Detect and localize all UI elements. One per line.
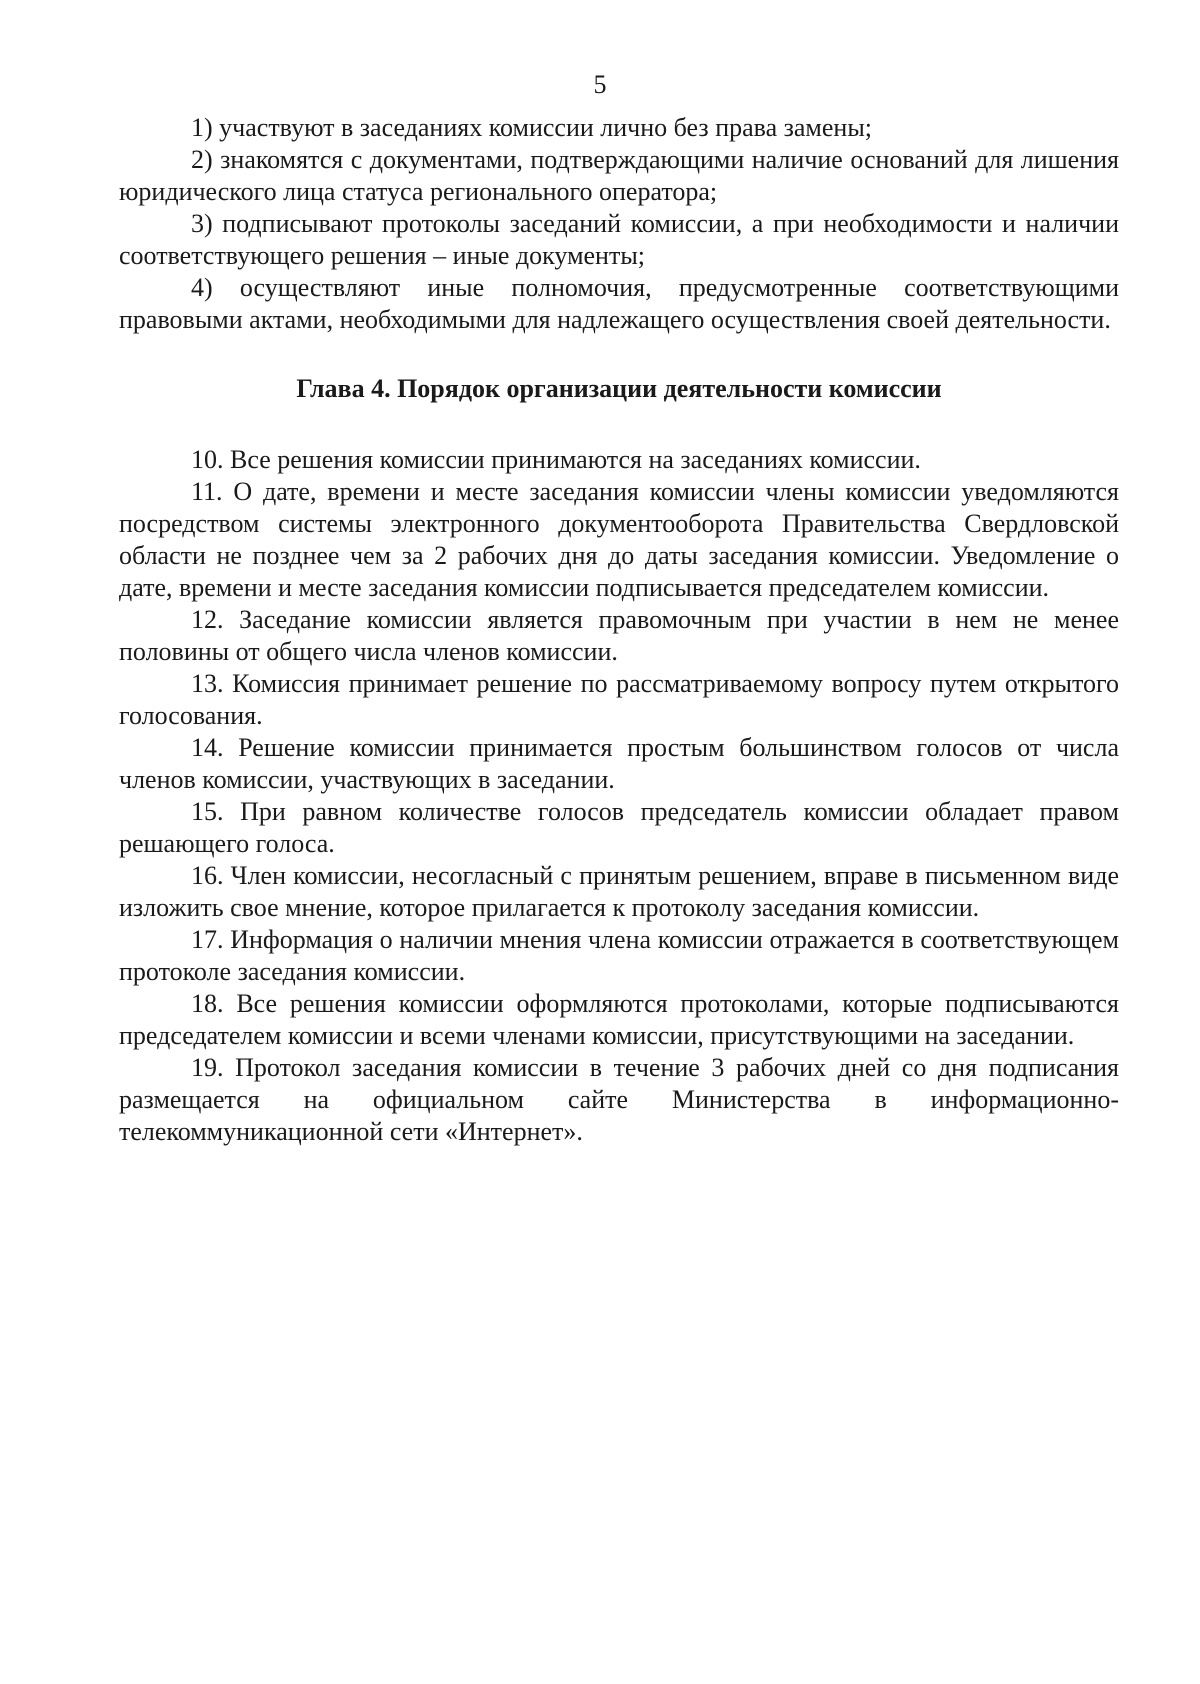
page-number: 5 — [593, 70, 607, 99]
list-item-3: 3) подписывают протоколы заседаний комиссии, а при необходимости и наличии соответствующего решения – иные документы; — [119, 209, 1119, 270]
list-item-4: 4) осуществляют иные полномочия, предусмотренные соответствующими правовыми актами, необходимыми для надлежащего осуществления своей деятельности. — [119, 273, 1119, 334]
clause-16: 16. Член комиссии, несогласный с принятым решением, вправе в письменном виде изложить свое мнение, которое прилагается к протоколу заседания комиссии. — [119, 861, 1119, 922]
clause-17: 17. Информация о наличии мнения члена комиссии отражается в соответствующем протоколе заседания комиссии. — [119, 925, 1119, 986]
clause-12: 12. Заседание комиссии является правомочным при участии в нем не менее половины от общего числа членов комиссии. — [119, 605, 1119, 666]
chapter-heading: Глава 4. Порядок организации деятельности комиссии — [296, 374, 942, 403]
clause-13: 13. Комиссия принимает решение по рассматриваемому вопросу путем открытого голосования. — [119, 669, 1119, 730]
clause-15: 15. При равном количестве голосов председатель комиссии обладает правом решающего голоса. — [119, 797, 1119, 858]
clause-18: 18. Все решения комиссии оформляются протоколами, которые подписываются председателем комиссии и всеми членами комиссии, присутствующими на заседании. — [119, 989, 1119, 1050]
clause-14: 14. Решение комиссии принимается простым большинством голосов от числа членов комиссии, участвующих в заседании. — [119, 733, 1119, 794]
list-item-2: 2) знакомятся с документами, подтверждающими наличие оснований для лишения юридического лица статуса регионального оператора; — [119, 145, 1119, 206]
clause-11: 11. О дате, времени и месте заседания комиссии члены комиссии уведомляются посредством системы электронного документооборота Правительства Свердловской области не позднее чем за 2 рабочих дня до даты заседания комиссии. Уведомление о дате, времени и месте заседания комиссии подписывается председателем комиссии. — [119, 477, 1119, 602]
document-body — [119, 112, 1119, 1148]
clause-19: 19. Протокол заседания комиссии в течение 3 рабочих дней со дня подписания размещается на официальном сайте Министерства в информационно-телекоммуникационной сети «Интернет». — [119, 1053, 1119, 1146]
list-item-1: 1) участвуют в заседаниях комиссии лично без права замены; — [191, 113, 873, 142]
clause-10: 10. Все решения комиссии принимаются на заседаниях комиссии. — [191, 445, 921, 474]
